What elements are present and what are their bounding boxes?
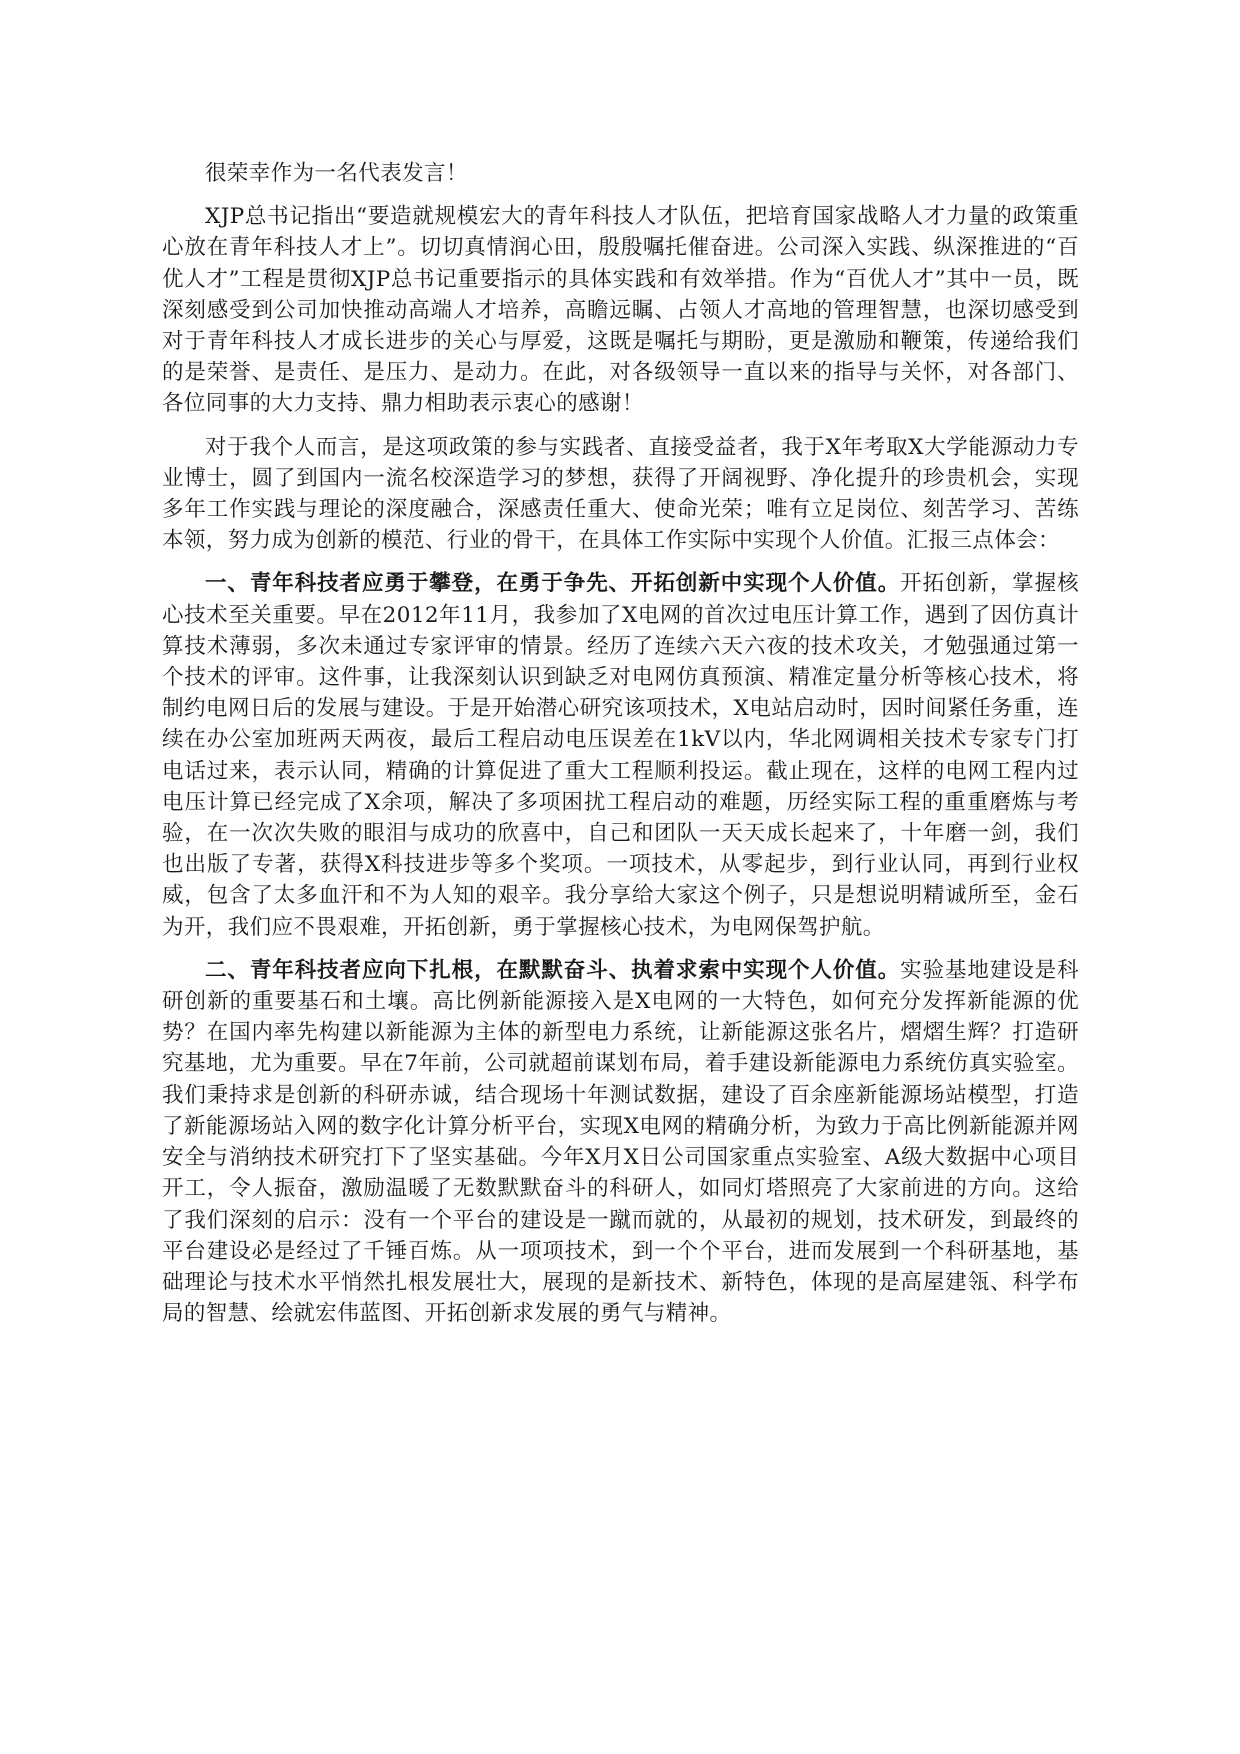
point-two-paragraph (162, 955, 1079, 1329)
point-one-text: 开拓创新，掌握核心技术至关重要。早在2012年11月，我参加了X电网的首次过电压计算工作，遇到了因仿真计算技术薄弱，多次未通过专家评审的情景。经历了连续六天六夜的技术攻关，才勉强通过第一个技术的评审。这件事，让我深刻认识到缺乏对电网仿真预演、精准定量分析等核心技术，将制约电网日后的发展与建设。于是开始潜心研究该项技术，X电站启动时，因时间紧任务重，连续在办公室加班两天两夜，最后工程启动电压误差在1kV以内，华北网调相关技术专家专门打电话过来，表示认同，精确的计算促进了重大工程顺利投运。截止现在，这样的电网工程内过电压计算已经完成了X余项，解决了多项困扰工程启动的难题，历经实际工程的重重磨炼与考验，在一次次失败的眼泪与成功的欣喜中，自己和团队一天天成长起来了，十年磨一剑，我们也出版了专著，获得X科技进步等多个奖项。一项技术，从零起步，到行业认同，再到行业权威，包含了太多血汗和不为人知的艰辛。我分享给大家这个例子，只是想说明精诚所至，金石为开，我们应不畏艰难，开拓创新，勇于掌握核心技术，为电网保驾护航。 (162, 571, 1080, 940)
opening-text: 很荣幸作为一名代表发言！ (205, 161, 468, 186)
point-one-paragraph (162, 568, 1079, 942)
document-page (162, 158, 1079, 1341)
opening-paragraph (162, 158, 1079, 189)
point-one-heading: 一、青年科技者应勇于攀登，在勇于争先、开拓创新中实现个人价值。 (205, 571, 901, 597)
gratitude-paragraph (162, 201, 1079, 419)
point-two-heading: 二、青年科技者应向下扎根，在默默奋斗、执着求索中实现个人价值。 (205, 957, 901, 983)
point-two-text: 实验基地建设是科研创新的重要基石和土壤。高比例新能源接入是X电网的一大特色，如何充分发挥新能源的优势？在国内率先构建以新能源为主体的新型电力系统，让新能源这张名片，熠熠生辉？打造研究基地，尤为重要。早在7年前，公司就超前谋划布局，着手建设新能源电力系统仿真实验室。我们秉持求是创新的科研赤诚，结合现场十年测试数据，建设了百余座新能源场站模型，打造了新能源场站入网的数字化计算分析平台，实现X电网的精确分析，为致力于高比例新能源并网安全与消纳技术研究打下了坚实基础。今年X月X日公司国家重点实验室、A级大数据中心项目开工，令人振奋，激励温暖了无数默默奋斗的科研人，如同灯塔照亮了大家前进的方向。这给了我们深刻的启示：没有一个平台的建设是一蹴而就的，从最初的规划，技术研发，到最终的平台建设必是经过了千锤百炼。从一项项技术，到一个个平台，进而发展到一个科研基地，基础理论与技术水平悄然扎根发展壮大，展现的是新技术、新特色，体现的是高屋建瓴、科学布局的智慧、绘就宏伟蓝图、开拓创新求发展的勇气与精神。 (162, 957, 1080, 1327)
personal-intro-text: 对于我个人而言，是这项政策的参与实践者、直接受益者，我于X年考取X大学能源动力专业博士，圆了到国内一流名校深造学习的梦想，获得了开阔视野、净化提升的珍贵机会，实现多年工作实践与理论的深度融合，深感责任重大、使命光荣；唯有立足岗位、刻苦学习、苦练本领，努力成为创新的模范、行业的骨干，在具体工作实际中实现个人价值。汇报三点体会： (162, 434, 1079, 554)
gratitude-text: XJP总书记指出“要造就规模宏大的青年科技人才队伍，把培育国家战略人才力量的政策重心放在青年科技人才上”。切切真情润心田，殷殷嘱托催奋进。公司深入实践、纵深推进的“百优人才”工程是贯彻XJP总书记重要指示的具体实践和有效举措。作为“百优人才”其中一员，既深刻感受到公司加快推动高端人才培养，高瞻远瞩、占领人才高地的管理智慧，也深切感受到对于青年科技人才成长进步的关心与厚爱，这既是嘱托与期盼，更是激励和鞭策，传递给我们的是荣誉、是责任、是压力、是动力。在此，对各级领导一直以来的指导与关怀，对各部门、各位同事的大力支持、鼎力相助表示衷心的感谢！ (162, 204, 1079, 417)
personal-intro-paragraph (162, 432, 1079, 557)
